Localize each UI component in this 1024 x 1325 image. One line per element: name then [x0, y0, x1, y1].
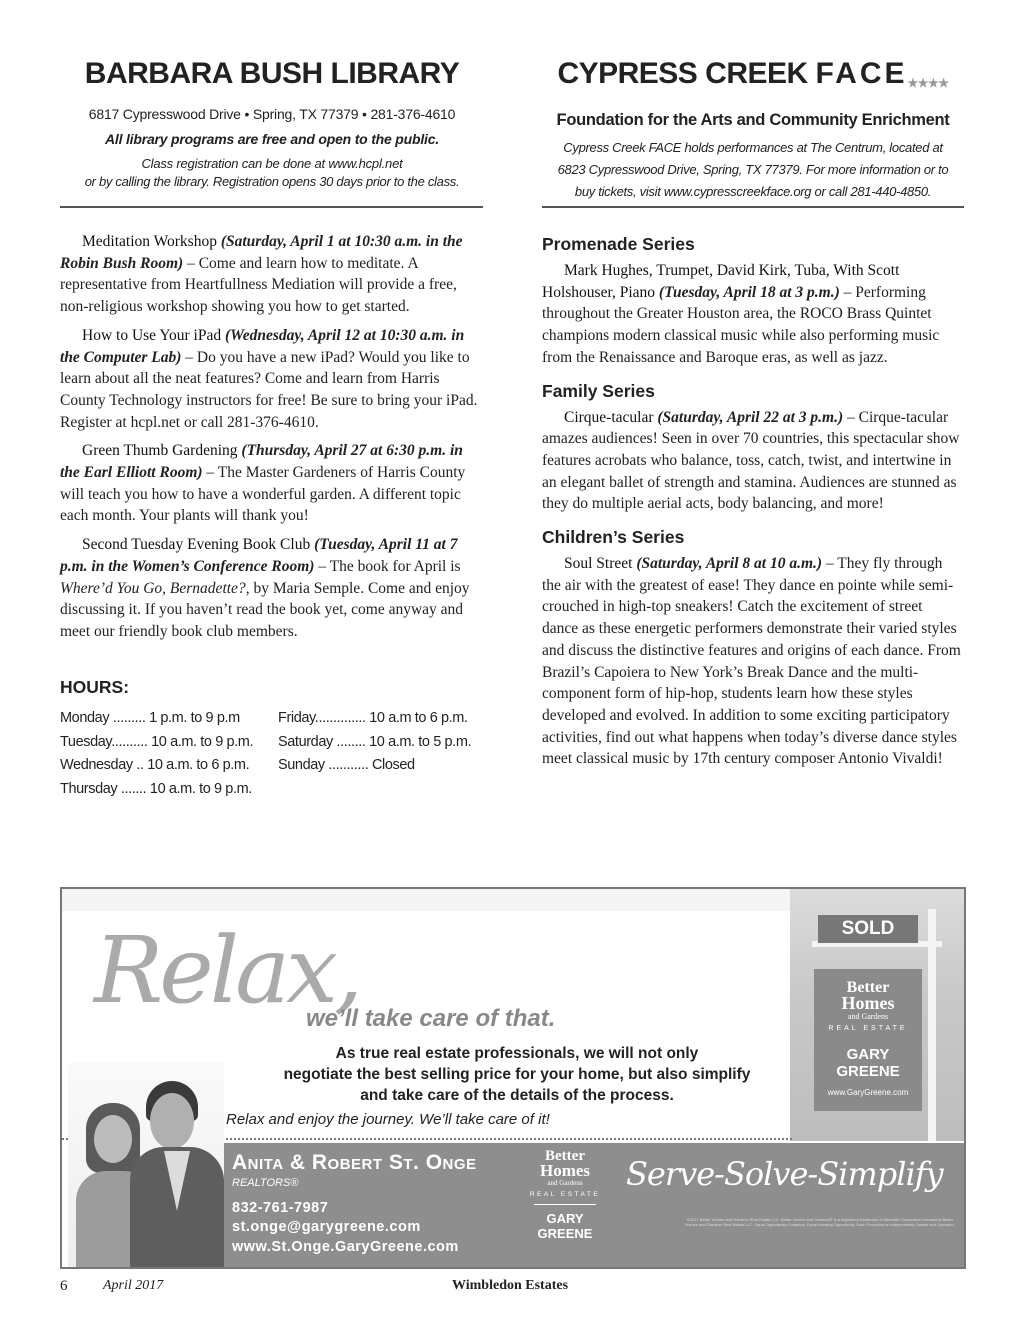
logo-divider: [534, 1204, 596, 1205]
face-subtitle: Foundation for the Arts and Community Enrichment: [556, 111, 950, 129]
program-desc: – Come and learn how to meditate. A representative from Heartfullness Mediation will provide a free, non-religious workshop showing you how to get started.: [60, 254, 457, 316]
contact-band: [224, 1143, 966, 1267]
hours-row: [60, 778, 471, 802]
performer-name: Soul Street: [564, 555, 633, 573]
performer-name: Mark Hughes, Trumpet, David Kirk, Tuba, With Scott Holshouser, Piano: [542, 262, 900, 301]
program-name: How to Use Your iPad: [82, 326, 222, 344]
program-when: (Tuesday, April 11 at 7 p.m. in the Women’s Conference Room): [60, 536, 458, 575]
sign-brand-gardens: and Gardens: [847, 1012, 889, 1021]
library-programs: [60, 231, 484, 650]
sign-url: www.GaryGreene.com: [827, 1088, 909, 1097]
library-registration-line1: Class registration can be done at www.hcpl.net: [141, 156, 403, 171]
hours-title: HOURS:: [60, 677, 130, 697]
sign-brand-homes: Homes: [841, 993, 895, 1013]
publication-name: Wimbledon Estates: [452, 1278, 569, 1293]
program-when: (Thursday, April 27 at 6:30 p.m. in the Earl Elliott Room): [60, 442, 463, 482]
hours-cell: [278, 778, 471, 802]
library-column: [60, 56, 484, 189]
performer-name: Cirque-tacular: [564, 408, 654, 426]
hours-row: [60, 707, 471, 731]
star-icon: ★★★★: [907, 76, 949, 90]
program-name: Second Tuesday Evening Book Club: [82, 536, 311, 554]
book-title: Where’d You Go, Bernadette?: [60, 579, 246, 597]
sign-gary: GARY: [846, 1046, 890, 1063]
program-desc-end: , by Maria Semple. Come and enjoy discussing it. If you haven’t read the book yet, come anyway and meet our friendly book club members.: [60, 579, 470, 640]
performance-desc: – Cirque-tacular amazes audiences! Seen in over 70 countries, this spectacular show features acrobats who balance, toss, catch, twist, and intertwine in an elegant ballet of strength and stamina. Audiences are stunned as they do multiple aerial acts, body balancing, and more!: [542, 408, 960, 513]
program-desc: – Do you have a new iPad? Would you like to learn about all the neat features? Come and learn from Harris County Technology instructors for free! Be sure to bring your iPad. Register at hcpl.net or call 281-376-4610.: [60, 348, 478, 431]
legal-fine-print: ©2017 Better Homes and Gardens Real Estate LLC. Better Homes and Gardens® is a registered trademark of Meredith Corporation licensed to Better Homes and Gardens Real Estate LLC. Equal Opportunity Company. Equal Housing Opportunity. Each Franchise is Independently Owned and Operated.: [685, 1217, 955, 1227]
performance-when: (Tuesday, April 18 at 3 p.m.): [658, 283, 840, 301]
sign-greene: GREENE: [836, 1063, 900, 1080]
hours-row: [60, 754, 471, 778]
sign-panel: [814, 969, 922, 1111]
logo-real-estate: REAL ESTATE: [529, 1191, 601, 1198]
program-name: Green Thumb Gardening: [82, 442, 238, 460]
face-header-divider: [542, 206, 964, 208]
hours-section: [60, 677, 490, 801]
ad-body: [267, 1043, 767, 1106]
logo-homes: Homes: [539, 1161, 591, 1180]
hours-cell: Saturday ........ 10 a.m. to 5 p.m.: [278, 733, 472, 750]
hours-cell: Thursday ....... 10 a.m. to 9 p.m.: [60, 780, 252, 797]
series-promenade: [542, 260, 962, 369]
logo-gary: GARY: [546, 1211, 584, 1226]
ad-body-line2: negotiate the best selling price for your home, but also simplify: [283, 1066, 751, 1083]
face-intro: Cypress Creek FACE holds performances at The Centrum, located at 6823 Cypresswood Drive, Spring, TX 77379. For more information or to buy tickets, visit www.cypresscreekface.org or call 281-440-4850.: [557, 140, 949, 199]
hours-cell: Wednesday .. 10 a.m. to 6 p.m.: [60, 757, 250, 773]
sold-sign-photo: [790, 889, 966, 1141]
library-free-note: All library programs are free and open to the public.: [104, 131, 440, 147]
library-address: 6817 Cypresswood Drive • Spring, TX 77379 • 281-376-4610: [88, 106, 456, 122]
program-name: Meditation Workshop: [82, 233, 217, 250]
agents-email[interactable]: st.onge@garygreene.com: [232, 1219, 421, 1235]
program-gardening: [60, 440, 484, 527]
program-ipad: [60, 325, 484, 434]
face-logo-text: FACE: [815, 57, 908, 90]
ad-body-line3: and take care of the details of the process.: [360, 1087, 674, 1104]
hours-cell: Tuesday.......... 10 a.m. to 9 p.m.: [60, 733, 254, 750]
program-meditation: [60, 231, 484, 318]
performance-when: (Saturday, April 22 at 3 p.m.): [657, 408, 844, 426]
ad-enjoy-line: Relax and enjoy the journey. We’ll take care of it!: [226, 1111, 550, 1128]
series-title-family: Family Series: [542, 380, 655, 401]
agents-phone[interactable]: 832-761-7987: [232, 1200, 329, 1216]
agent-woman-face: [94, 1115, 132, 1163]
hours-table: [60, 707, 471, 801]
series-title-promenade: Promenade Series: [542, 234, 695, 254]
brand-slogan: Serve-Solve-Simplify: [626, 1155, 943, 1193]
library-header-divider: [60, 206, 483, 208]
program-when: (Wednesday, April 12 at 10:30 a.m. in the Computer Lab): [60, 326, 465, 366]
logo-better: Better: [545, 1148, 585, 1164]
logo-gardens: and Gardens: [547, 1179, 583, 1187]
relax-script: Relax,: [94, 917, 360, 1024]
page-number: 6: [60, 1278, 68, 1294]
face-series: [542, 222, 962, 777]
performance-desc: – Performing throughout the Greater Houston area, the ROCO Brass Quintet champions modern classical music while also performing music from the Renaissance and Baroque eras, as well as jazz.: [542, 283, 940, 366]
hours-cell: Monday ......... 1 p.m. to 9 p.m: [60, 710, 240, 726]
real-estate-ad: [60, 887, 966, 1269]
series-family: [542, 407, 962, 516]
logo-greene: GREENE: [537, 1226, 593, 1241]
program-book-club: [60, 534, 484, 643]
series-children: [542, 553, 962, 770]
ad-tagline: we’ll take care of that.: [306, 1005, 556, 1032]
agents-photo: [68, 1063, 224, 1267]
agents-name: Anita & Robert St. Onge: [232, 1151, 477, 1174]
sign-brand-better: Better: [846, 979, 890, 996]
sign-real-estate: REAL ESTATE: [828, 1025, 908, 1032]
brand-logo: [520, 1149, 610, 1241]
performance-desc: – They fly through the air with the greatest of ease! They dance en pointe while semi-crouched in high-top sneakers! Catch the excitement of street dance as these energetic performers demonstrate their varied styles and discuss the distinctive features and origins of each dance. From Brazil’s Capoiera to New York’s Break Dance and the multi-component form of hip-hop, students learn how these styles developed and evolved. In addition to some exciting participatory activities, find out what happens when today’s diverse dance styles meet classical music by 17th century composer Antonio Vivaldi!: [542, 555, 961, 768]
program-desc: – The Master Gardeners of Harris County will teach you how to have a wonderful garden. A different topic each month. Your plants will thank you!: [60, 464, 466, 525]
library-registration-line2: or by calling the library. Registration opens 30 days prior to the class.: [84, 174, 460, 189]
issue-date: April 2017: [103, 1278, 164, 1293]
sold-rider: SOLD: [818, 915, 918, 943]
face-title: [542, 56, 964, 101]
program-when: (Saturday, April 1 at 10:30 a.m. in the Robin Bush Room): [60, 233, 463, 272]
agents-title: REALTORS®: [232, 1177, 299, 1189]
agents-website[interactable]: www.St.Onge.GaryGreene.com: [232, 1239, 459, 1255]
face-title-text: CYPRESS CREEK: [557, 57, 816, 90]
ad-body-line1: As true real estate professionals, we will not only: [335, 1045, 699, 1062]
program-desc: – The book for April is: [314, 557, 461, 575]
series-title-children: Children’s Series: [542, 527, 685, 548]
performance-when: (Saturday, April 8 at 10 a.m.): [636, 555, 823, 573]
hours-cell: Sunday ........... Closed: [278, 757, 415, 773]
face-column: [542, 56, 964, 203]
library-title: BARBARA BUSH LIBRARY: [84, 57, 460, 90]
hours-cell: Friday.............. 10 a.m to 6 p.m.: [278, 710, 468, 726]
agent-man-face: [150, 1093, 194, 1149]
hours-row: [60, 731, 471, 755]
